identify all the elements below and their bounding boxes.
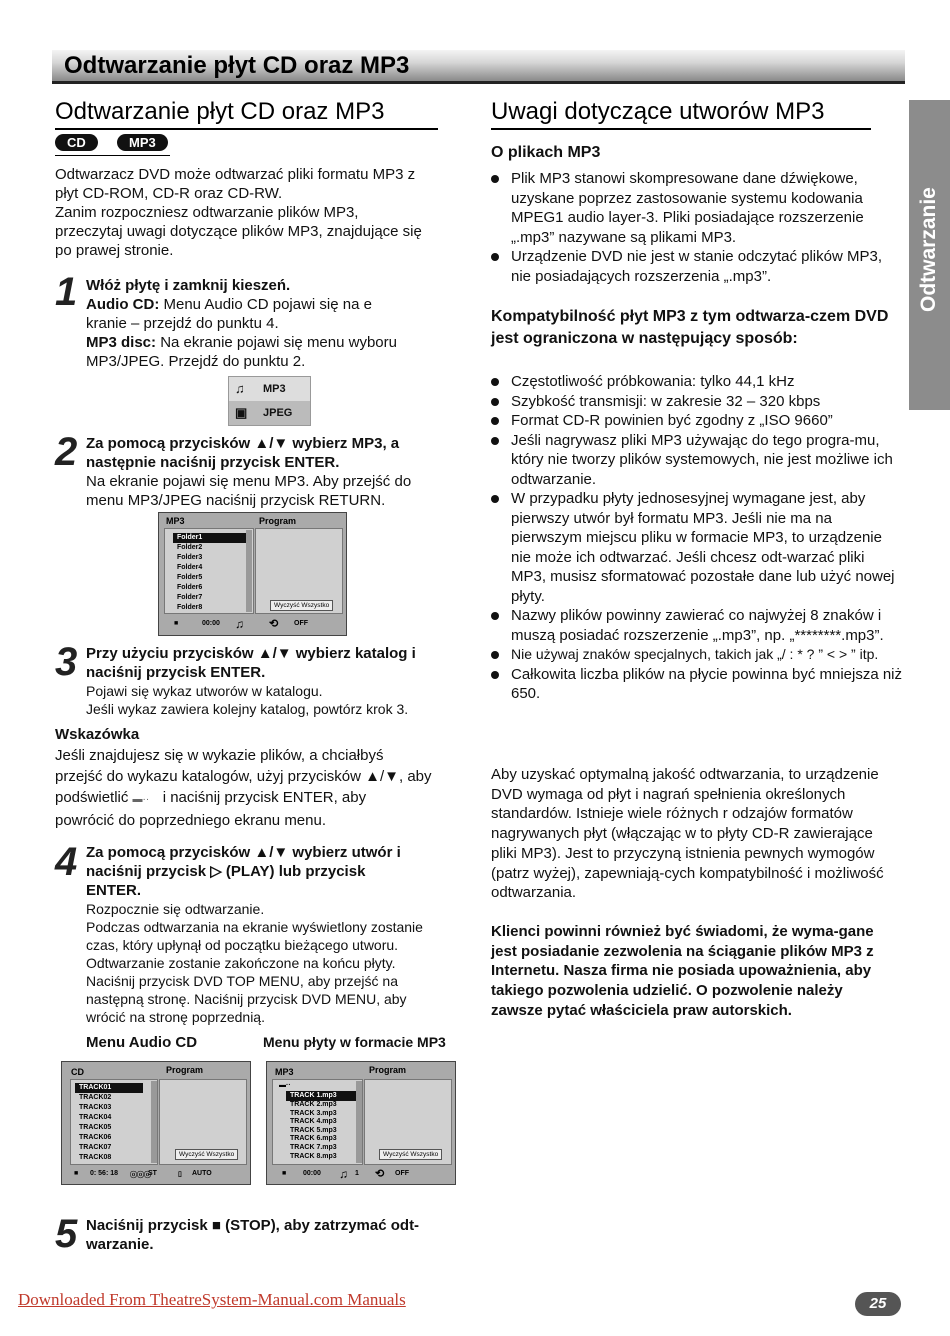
scrollbar[interactable] — [246, 530, 252, 612]
right-section-title: Uwagi dotyczące utworów MP3 — [491, 98, 825, 125]
repeat-status: OFF — [294, 620, 308, 627]
auto-status: AUTO — [192, 1170, 212, 1177]
screen-header-program: Program — [166, 1065, 204, 1075]
list-item: Szybkość transmisji: w zakresie 32 – 320 kbps — [491, 392, 903, 412]
list-item: Jeśli nagrywasz pliki MP3 używając do tego progra-mu, który nie tworzy plików systemowych, nie jest możliwe ich odtwarzanie. — [491, 431, 903, 490]
list-item[interactable]: Folder6 — [177, 584, 203, 591]
list-item[interactable]: Folder3 — [177, 554, 203, 561]
time-readout: 00:00 — [202, 620, 220, 627]
side-tab-label: Odtwarzanie — [917, 187, 940, 312]
folder-list — [173, 533, 247, 613]
step-5-text: Naciśnij przycisk ■ (STOP), aby zatrzymać odt- warzanie. — [86, 1217, 420, 1253]
quality-paragraph: Aby uzyskać optymalną jakość odtwarzania, to urządzenie DVD wymaga od płyt i nagrań spełnienia określonych standardów. Istnieje wiele różnych r odzajów formatów nagrywanych płyt (włączając w to płyty CD-R zawierające pliki MP3). Jest to przyczyną istnienia pewnych wymogów (patrz wyżej), zapewniają-cych kompatybilność i możliwość odtwarzania. — [491, 766, 884, 902]
scrollbar[interactable] — [151, 1081, 157, 1163]
list-item[interactable]: TRACK 4.mp3 — [290, 1118, 337, 1126]
menu-option-mp3[interactable]: ♫ MP3 — [235, 381, 286, 396]
track-list — [286, 1091, 356, 1161]
repeat-status: OFF — [395, 1170, 409, 1177]
step-2-text: Za pomocą przycisków ▲/▼ wybierz MP3, a następnie naciśnij przycisk ENTER. Na ekranie pojawi się menu MP3. Aby przejść do menu MP3/JPEG naciśnij przycisk RETURN. — [86, 435, 412, 509]
list-item: Urządzenie DVD nie jest w stanie odczytać plików MP3, nie posiadających rozszerzenia „.mp3”. — [491, 247, 903, 286]
track-list — [75, 1083, 143, 1163]
mp3-badge: MP3 — [117, 134, 168, 151]
badge-underline — [55, 155, 170, 156]
list-item[interactable]: TRACK 8.mp3 — [290, 1152, 337, 1160]
screen-header-program: Program — [259, 516, 297, 526]
list-item[interactable]: Folder8 — [177, 604, 203, 611]
music-note-icon: ♫ — [339, 1167, 348, 1181]
files-subtitle: O plikach MP3 — [491, 144, 601, 161]
list-item[interactable]: Folder1 — [173, 533, 247, 543]
title-underline — [55, 128, 438, 130]
list-item[interactable]: Folder7 — [177, 594, 203, 601]
list-item[interactable]: TRACK04 — [79, 1114, 112, 1121]
list-item[interactable]: TRACK06 — [79, 1134, 112, 1141]
menu-option-jpeg[interactable]: ▣ JPEG — [229, 401, 310, 425]
download-source-link[interactable]: Downloaded From TheatreSystem-Manual.com Manuals — [18, 1290, 406, 1309]
list-item[interactable]: TRACK03 — [79, 1104, 112, 1111]
time-readout: 0: 56: 18 — [90, 1170, 119, 1177]
list-item[interactable]: TRACK 1.mp3 — [286, 1091, 356, 1101]
list-item: Częstotliwość próbkowania: tylko 44,1 kHz — [491, 372, 903, 392]
screen-header-mp3: MP3 — [275, 1067, 294, 1077]
list-item[interactable]: TRACK 6.mp3 — [290, 1135, 337, 1143]
list-item[interactable]: Folder2 — [177, 544, 203, 551]
step-1-number: 1 — [55, 270, 78, 314]
repeat-icon: ⟲ — [269, 618, 279, 630]
left-section-title: Odtwarzanie płyt CD oraz MP3 — [55, 98, 385, 125]
cd-badge: CD — [55, 134, 98, 151]
chapter-banner — [52, 50, 905, 84]
list-item[interactable]: TRACK05 — [79, 1124, 112, 1131]
stereo-icon: ⓞⓞⓞ — [130, 1172, 151, 1179]
list-item[interactable]: TRACK 2.mp3 — [290, 1101, 337, 1108]
compat-bullet-list — [491, 372, 903, 704]
list-item: W przypadku płyty jednosesyjnej wymagane jest, aby pierwszy utwór był formatu MP3. Jeśli nie ma na pierwszym miejscu pliku w formacie MP3, to urządzenie nie może ich odtwarzać. Jeśli chcesz odt-warzać pliki MP3, musisz sformatować pozostałe dane lub użyć nowej płyty. — [491, 489, 903, 606]
repeat-icon: ⟲ — [375, 1168, 385, 1180]
page-number: 25 — [855, 1292, 901, 1316]
copyright-paragraph: Klienci powinni również być świadomi, że wyma-gane jest posiadanie zezwolenia na ściąganie plików MP3 z Internetu. Nasza firma nie posiada upoważnienia, aby takiego pozwolenia udzielić. O pozwolenie należy zawsze pytać właściciela praw autorskich. — [491, 923, 874, 1019]
step-1-text: Włóż płytę i zamknij kieszeń. Audio CD: Menu Audio CD pojawi się na e kranie – przejdź do punktu 4. MP3 disc: Na ekranie pojawi się menu wyboru MP3/JPEG. Przejdź do punktu 2. — [86, 277, 397, 370]
list-item[interactable]: TRACK 5.mp3 — [290, 1126, 337, 1134]
tip-title: Wskazówka — [55, 726, 140, 743]
side-section-tab — [909, 100, 950, 410]
clear-all-button[interactable]: Wyczyść Wszystko — [270, 600, 333, 611]
caption-audio-cd: Menu Audio CD — [86, 1034, 198, 1051]
stop-icon: ■ — [74, 1170, 79, 1177]
audio-mode: ST — [148, 1170, 157, 1177]
caption-mp3-menu: Menu płyty w formacie MP3 — [263, 1034, 446, 1050]
music-note-icon: ♫ — [235, 617, 244, 631]
screen-header-mp3: MP3 — [166, 516, 185, 526]
step-3-number: 3 — [55, 640, 78, 684]
files-bullet-list — [491, 169, 903, 286]
scrollbar[interactable] — [356, 1081, 362, 1163]
step-2-number: 2 — [55, 430, 78, 474]
list-item: Nie używaj znaków specjalnych, takich jak „/ : * ? ” < > ” itp. — [491, 645, 903, 665]
stop-icon: ■ — [282, 1170, 287, 1177]
mp3-jpeg-select-menu — [228, 376, 311, 426]
mp3-folder-screen — [158, 512, 347, 636]
screen-header-program: Program — [369, 1065, 407, 1075]
clear-all-button[interactable]: Wyczyść Wszystko — [175, 1149, 238, 1160]
list-item[interactable]: TRACK02 — [79, 1094, 112, 1101]
list-item[interactable]: TRACK 7.mp3 — [290, 1143, 337, 1151]
list-item: Całkowita liczba plików na płycie powinna być mniejsza niż 650. — [491, 665, 903, 704]
intro-paragraph: Odtwarzacz DVD może odtwarzać pliki formatu MP3 z płyt CD-ROM, CD-R oraz CD-RW. Zanim rozpoczniesz odtwarzanie plików MP3, przeczytaj uwagi dotyczące plików MP3, znajdujące się po prawej stronie. — [55, 166, 422, 259]
folder-up-icon[interactable]: ▬·· — [279, 1082, 291, 1089]
list-item: Plik MP3 stanowi skompresowane dane dźwiękowe, uzyskane poprzez zastosowanie systemu kodowania MPEG1 audio layer-3. Pliki posiadające rozszerzenie „.mp3” nazywane są plikami MP3. — [491, 169, 903, 247]
folder-up-icon: ▬·· — [132, 794, 150, 805]
step-3-text: Przy użyciu przycisków ▲/▼ wybierz katalog i naciśnij przycisk ENTER. Pojawi się wykaz utworów w katalogu. Jeśli wykaz zawiera kolejny katalog, powtórz krok 3. — [86, 645, 416, 717]
list-item[interactable]: TRACK07 — [79, 1144, 112, 1151]
list-item: Nazwy plików powinny zawierać co najwyżej 8 znaków i muszą posiadać rozszerzenie „.mp3”, np. „********.mp3”. — [491, 606, 903, 645]
track-count: 1 — [355, 1170, 359, 1177]
tip-box: Wskazówka Jeśli znajdujesz się w wykazie plików, a chciałbyś przejść do wykazu katalogów, użyj przycisków ▲/▼, aby podświetlić ▬·· i naciśnij przycisk ENTER, aby powrócić do poprzedniego ekranu menu. — [55, 724, 465, 831]
clear-all-button[interactable]: Wyczyść Wszystko — [379, 1149, 442, 1160]
stop-icon: ■ — [174, 620, 179, 627]
step-4-text: Za pomocą przycisków ▲/▼ wybierz utwór i naciśnij przycisk ▷ (PLAY) lub przycisk ENTER. Rozpocznie się odtwarzanie. Podczas odtwarzania na ekranie wyświetlony zostanie czas, który upłynął od początku bieżącego utworu. Odtwarzanie zostanie zakończone na końcu płyty. Naciśnij przycisk DVD TOP MENU, aby przejść na następną stronę. Naciśnij przycisk DVD MENU, aby wrócić na stronę poprzednią. — [86, 844, 423, 1025]
step-4-number: 4 — [55, 840, 78, 884]
time-readout: 00:00 — [303, 1170, 321, 1177]
list-item[interactable]: TRACK01 — [75, 1083, 143, 1093]
list-item[interactable]: Folder4 — [177, 564, 203, 571]
audio-cd-screen — [61, 1061, 251, 1185]
speaker-icon: ▯ — [178, 1171, 182, 1178]
chapter-title: Odtwarzanie płyt CD oraz MP3 — [64, 52, 410, 79]
list-item[interactable]: TRACK 3.mp3 — [290, 1109, 337, 1117]
list-item[interactable]: TRACK08 — [79, 1154, 112, 1161]
screen-header-cd: CD — [71, 1067, 84, 1077]
list-item: Format CD-R powinien być zgodny z „ISO 9660” — [491, 411, 903, 431]
mp3-track-screen — [266, 1061, 456, 1185]
music-note-icon: ♫ — [235, 381, 245, 396]
image-icon: ▣ — [235, 405, 248, 420]
step-5-number: 5 — [55, 1212, 78, 1256]
title-underline — [491, 128, 871, 130]
compat-subtitle: Kompatybilność płyt MP3 z tym odtwarza-czem DVD jest ograniczona w następujący sposób: — [491, 308, 889, 347]
list-item[interactable]: Folder5 — [177, 574, 203, 581]
